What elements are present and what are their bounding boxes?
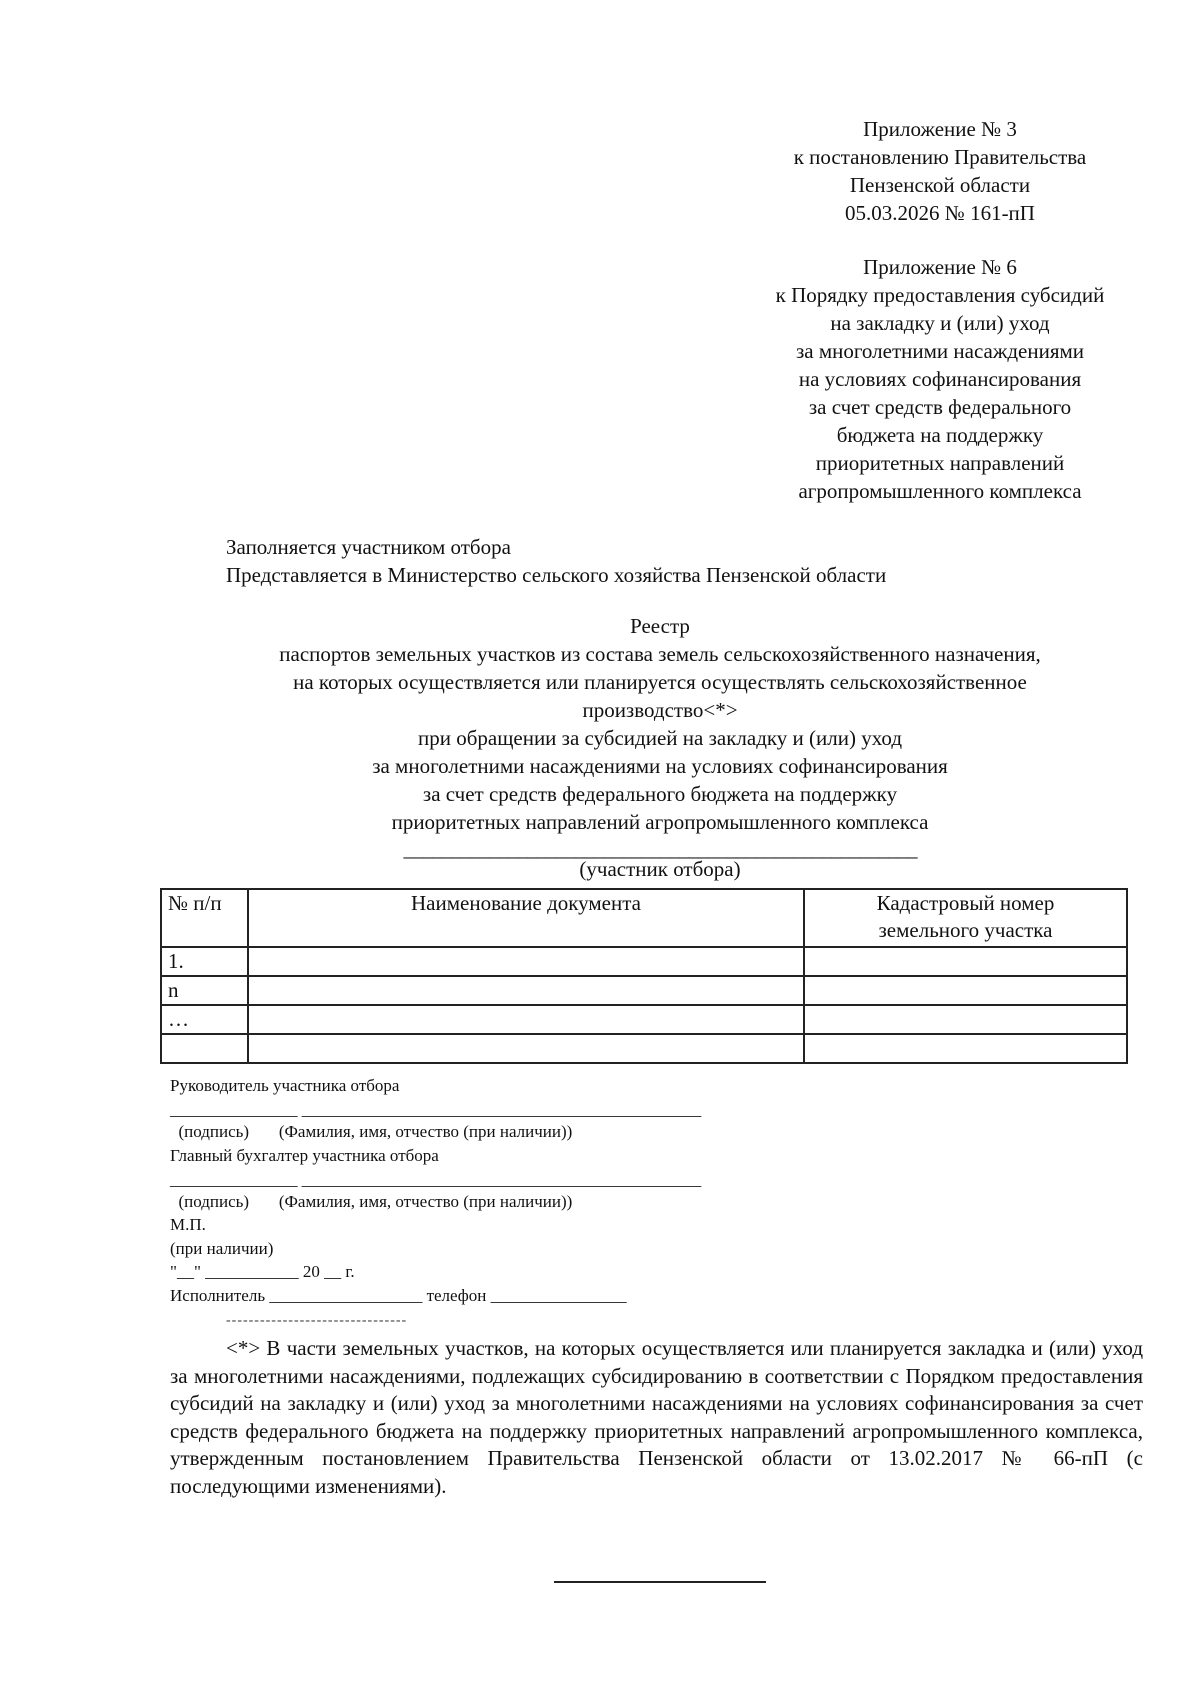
appendix-6-header <box>740 253 1140 505</box>
cell-number: … <box>161 1005 248 1034</box>
cell-document-name <box>248 1005 804 1034</box>
cell-document-name <box>248 1034 804 1063</box>
table-header-row <box>161 889 1127 947</box>
registry-title <box>120 612 1200 882</box>
cell-number <box>161 1034 248 1063</box>
footnote <box>170 1335 1143 1500</box>
appendix-6-line: к Порядку предоставления субсидий <box>775 283 1105 307</box>
cell-cadastral-number <box>804 1034 1127 1063</box>
registry-title-line: производство<*> <box>582 698 738 722</box>
fill-note-line-1: Заполняется участником отбора <box>226 535 511 559</box>
table-row <box>161 1034 1127 1063</box>
appendix-6-line: на закладку и (или) уход <box>830 311 1050 335</box>
executor-line: Исполнитель __________________ телефон ________________ <box>170 1286 627 1305</box>
appendix-3-line: Приложение № 3 <box>863 117 1017 141</box>
stamp-label: М.П. <box>170 1215 206 1234</box>
fill-note <box>226 533 886 589</box>
cell-cadastral-number <box>804 947 1127 976</box>
appendix-3-line: 05.03.2026 № 161-пП <box>845 201 1035 225</box>
registry-title-line: за многолетними насаждениями на условиях софинансирования <box>372 754 948 778</box>
appendix-6-line: Приложение № 6 <box>863 255 1017 279</box>
appendix-6-line: бюджета на поддержку <box>836 423 1044 447</box>
table-row <box>161 947 1127 976</box>
table-row <box>161 976 1127 1005</box>
head-signature-caption: (подпись) (Фамилия, имя, отчество (при наличии)) <box>170 1122 573 1141</box>
stamp-note: (при наличии) <box>170 1239 274 1258</box>
appendix-6-line: за счет средств федерального <box>808 395 1072 419</box>
header-cadastral-line-2: земельного участка <box>878 918 1053 942</box>
header-cadastral-line-1: Кадастровый номер <box>876 891 1055 915</box>
appendix-6-line: за многолетними насаждениями <box>795 339 1085 363</box>
participant-underline: ______________________________________________________ <box>403 837 917 861</box>
registry-table <box>160 888 1128 1064</box>
head-signature-label: Руководитель участника отбора <box>170 1076 400 1095</box>
accountant-signature-line: _______________ _______________________________________________ <box>170 1170 702 1189</box>
cell-number: 1. <box>161 947 248 976</box>
head-signature-line: _______________ _______________________________________________ <box>170 1100 702 1119</box>
end-line <box>554 1581 766 1583</box>
appendix-3-line: Пензенской области <box>849 173 1031 197</box>
appendix-6-line: агропромышленного комплекса <box>798 479 1082 503</box>
appendix-6-line: приоритетных направлений <box>815 451 1065 475</box>
cell-cadastral-number <box>804 1005 1127 1034</box>
cell-cadastral-number <box>804 976 1127 1005</box>
appendix-6-line: на условиях софинансирования <box>798 367 1082 391</box>
header-cadastral-number <box>804 889 1127 947</box>
appendix-3-line: к постановлению Правительства <box>793 145 1087 169</box>
cell-document-name <box>248 976 804 1005</box>
cell-document-name <box>248 947 804 976</box>
footnote-separator: -------------------------------- <box>226 1313 408 1328</box>
participant-label: (участник отбора) <box>579 857 741 881</box>
header-number: № п/п <box>161 889 248 947</box>
table-row <box>161 1005 1127 1034</box>
accountant-signature-label: Главный бухгалтер участника отбора <box>170 1146 439 1165</box>
registry-title-line: паспортов земельных участков из состава земель сельскохозяйственного назначения, <box>279 642 1041 666</box>
fill-note-line-2: Представляется в Министерство сельского хозяйства Пензенской области <box>226 563 887 587</box>
registry-title-line: при обращении за субсидией на закладку и (или) уход <box>417 726 903 750</box>
registry-heading: Реестр <box>630 614 690 638</box>
registry-title-line: приоритетных направлений агропромышленного комплекса <box>391 810 929 834</box>
accountant-signature-caption: (подпись) (Фамилия, имя, отчество (при наличии)) <box>170 1192 573 1211</box>
registry-title-line: на которых осуществляется или планируется осуществлять сельскохозяйственное <box>293 670 1027 694</box>
footnote-text: <*> В части земельных участков, на которых осуществляется или планируется закладка и (или) уход за многолетними насаждениями, подлежащих субсидированию в соответствии с Порядком предоставления субсидий на закладку и (или) уход за многолетними насаждениями на условиях софинансирования за счет средств федерального бюджета на поддержку приоритетных направлений агропромышленного комплекса, утвержденным постановлением Правительства Пензенской области от 13.02.2017 № 66-пП (с последующими изменениями). <box>170 1336 1143 1498</box>
registry-title-line: за счет средств федерального бюджета на поддержку <box>422 782 898 806</box>
date-line: "__" ___________ 20 __ г. <box>170 1262 355 1281</box>
header-document-name: Наименование документа <box>248 889 804 947</box>
appendix-3-header <box>760 115 1120 227</box>
cell-number: n <box>161 976 248 1005</box>
